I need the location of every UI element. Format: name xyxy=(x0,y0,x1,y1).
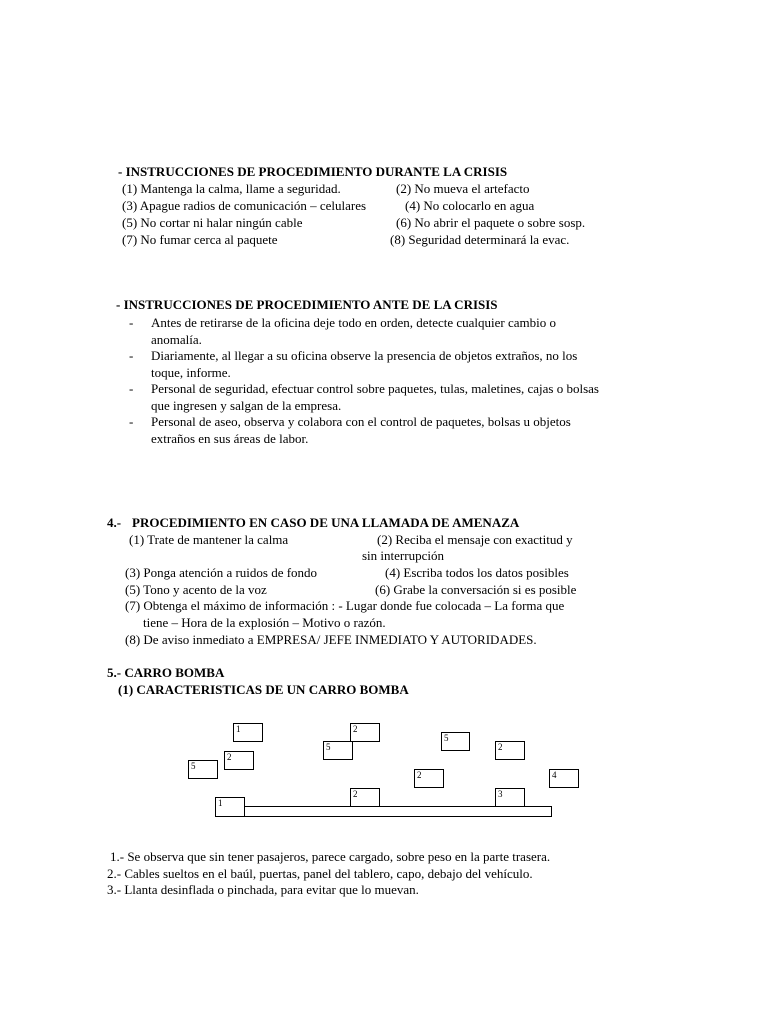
diagram-box: 5 xyxy=(441,732,470,751)
bullet-dash: - xyxy=(129,381,134,396)
threat-item-5: (5) Tono y acento de la voz xyxy=(125,582,267,597)
diagram-box: 2 xyxy=(350,788,380,807)
diagram-box: 2 xyxy=(350,723,380,742)
before-item-2-cont: toque, informe. xyxy=(151,365,231,380)
during-item-7: (7) No fumar cerca al paquete xyxy=(122,232,278,247)
bullet-dash: - xyxy=(129,315,134,330)
section-before-title: - INSTRUCCIONES DE PROCEDIMIENTO ANTE DE LA CRISIS xyxy=(116,297,498,312)
section-5-title: 5.- CARRO BOMBA xyxy=(107,665,225,680)
during-item-1: (1) Mantenga la calma, llame a seguridad. xyxy=(122,181,341,196)
before-item-1-cont: anomalía. xyxy=(151,332,202,347)
during-item-2: (2) No mueva el artefacto xyxy=(396,181,530,196)
before-item-1: Antes de retirarse de la oficina deje todo en orden, detecte cualquier cambio o xyxy=(151,315,556,330)
diagram-box: 3 xyxy=(495,788,525,807)
diagram-box: 2 xyxy=(414,769,444,788)
threat-item-8: (8) De aviso inmediato a EMPRESA/ JEFE INMEDIATO Y AUTORIDADES. xyxy=(125,632,537,647)
threat-item-3: (3) Ponga atención a ruidos de fondo xyxy=(125,565,318,580)
note-1: 1.- Se observa que sin tener pasajeros, parece cargado, sobre peso en la parte trasera. xyxy=(110,849,551,864)
during-item-5: (5) No cortar ni halar ningún cable xyxy=(122,215,303,230)
during-item-4: (4) No colocarlo en agua xyxy=(405,198,535,213)
diagram-box: 1 xyxy=(215,797,245,817)
diagram-box: 4 xyxy=(549,769,579,788)
section-during-title: - INSTRUCCIONES DE PROCEDIMIENTO DURANTE LA CRISIS xyxy=(118,164,508,179)
note-3: 3.- Llanta desinflada o pinchada, para evitar que lo muevan. xyxy=(107,882,419,897)
section-4-title: PROCEDIMIENTO EN CASO DE UNA LLAMADA DE AMENAZA xyxy=(132,515,520,530)
threat-item-1: (1) Trate de mantener la calma xyxy=(129,532,289,547)
threat-item-7: (7) Obtenga el máximo de información : - Lugar donde fue colocada – La forma que xyxy=(125,598,565,613)
before-item-2: Diariamente, al llegar a su oficina observe la presencia de objetos extraños, no los xyxy=(151,348,578,363)
bullet-dash: - xyxy=(129,414,134,429)
during-item-3: (3) Apague radios de comunicación – celulares xyxy=(122,198,367,213)
diagram-base-bar xyxy=(244,806,552,817)
before-item-4-cont: extraños en sus áreas de labor. xyxy=(151,431,309,446)
section-5-subtitle: (1) CARACTERISTICAS DE UN CARRO BOMBA xyxy=(118,682,409,697)
diagram-box: 1 xyxy=(233,723,263,742)
before-item-3-cont: que ingresen y salgan de la empresa. xyxy=(151,398,342,413)
diagram-box: 2 xyxy=(495,741,525,760)
bullet-dash: - xyxy=(129,348,134,363)
threat-item-2: (2) Reciba el mensaje con exactitud y xyxy=(377,532,573,547)
note-2: 2.- Cables sueltos en el baúl, puertas, panel del tablero, capo, debajo del vehículo. xyxy=(107,866,533,881)
diagram-box: 5 xyxy=(323,741,353,760)
during-item-8: (8) Seguridad determinará la evac. xyxy=(390,232,570,247)
before-item-3: Personal de seguridad, efectuar control sobre paquetes, tulas, maletines, cajas o bolsas xyxy=(151,381,599,396)
diagram-box: 2 xyxy=(224,751,254,770)
threat-item-2-cont: sin interrupción xyxy=(362,548,444,563)
threat-item-4: (4) Escriba todos los datos posibles xyxy=(385,565,569,580)
section-4-number: 4.- xyxy=(107,515,122,530)
threat-item-6: (6) Grabe la conversación si es posible xyxy=(375,582,577,597)
threat-item-7-cont: tiene – Hora de la explosión – Motivo o razón. xyxy=(143,615,386,630)
diagram-box: 5 xyxy=(188,760,218,779)
during-item-6: (6) No abrir el paquete o sobre sosp. xyxy=(396,215,586,230)
before-item-4: Personal de aseo, observa y colabora con el control de paquetes, bolsas u objetos xyxy=(151,414,571,429)
